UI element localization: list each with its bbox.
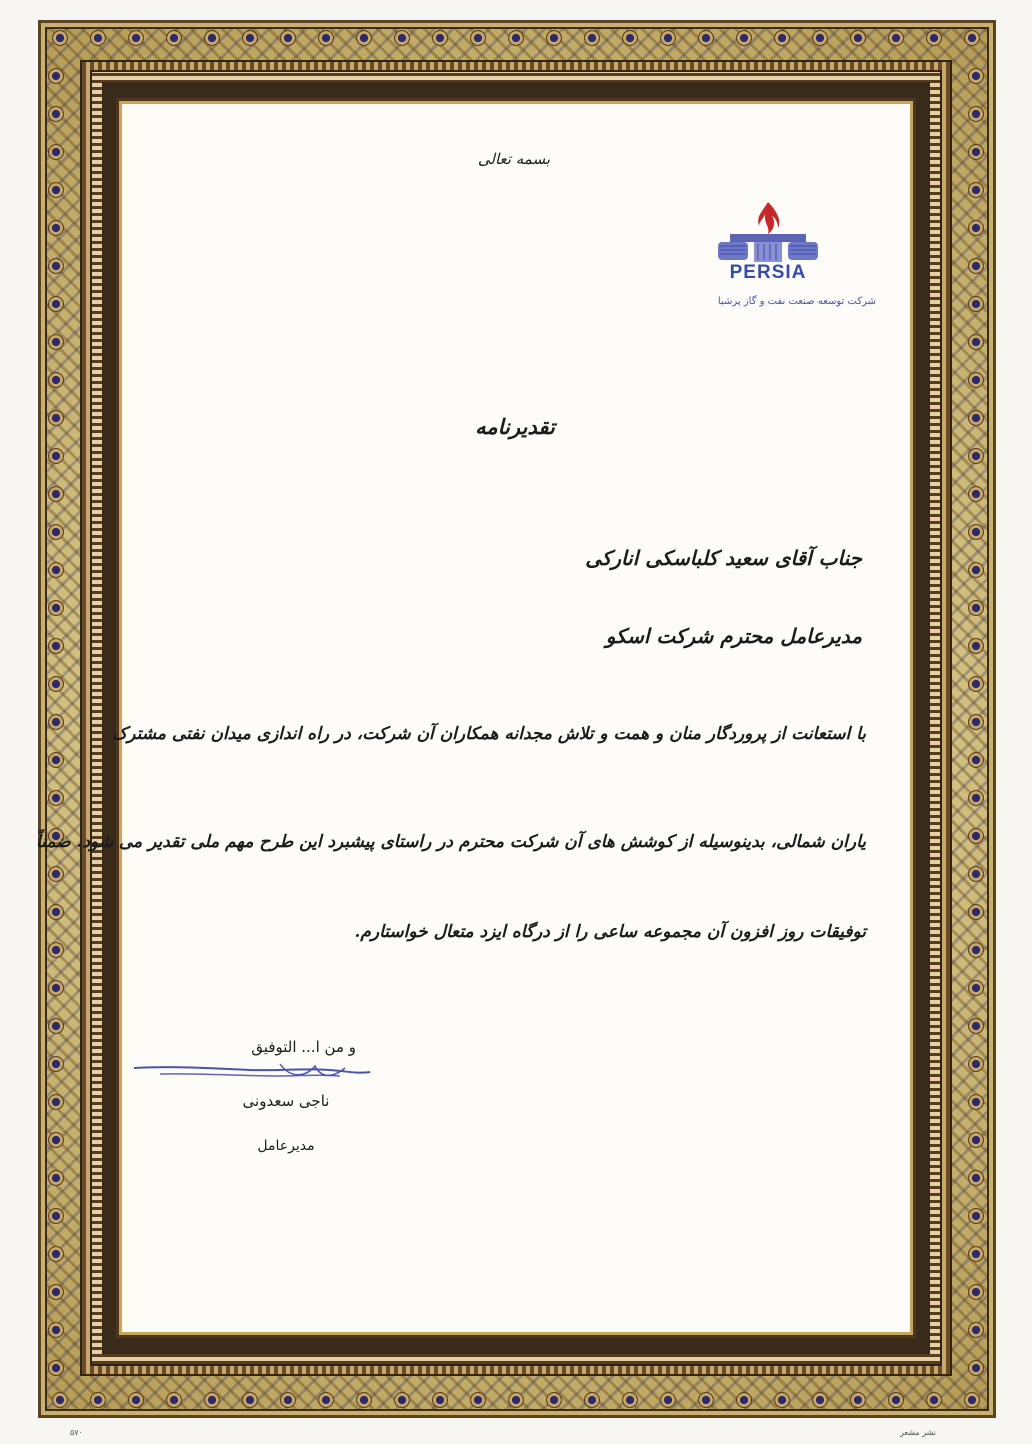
border-rosette xyxy=(968,144,984,160)
border-rosette xyxy=(280,1392,296,1408)
border-rosette xyxy=(546,1392,562,1408)
recipient-name: جناب آقای سعید کلباسکی انارکی xyxy=(585,546,862,570)
border-rosette xyxy=(968,106,984,122)
border-rosette xyxy=(968,980,984,996)
border-rosette xyxy=(48,980,64,996)
border-rosette xyxy=(48,220,64,236)
border-rosette xyxy=(48,904,64,920)
border-rosette xyxy=(48,1094,64,1110)
border-rosette xyxy=(48,600,64,616)
border-rosette xyxy=(968,1170,984,1186)
border-rosette xyxy=(812,30,828,46)
border-rosette xyxy=(968,258,984,274)
border-rosette xyxy=(968,676,984,692)
border-rosette xyxy=(926,30,942,46)
footer-left-text: ۵۷۰ xyxy=(70,1428,83,1437)
border-rosette xyxy=(968,334,984,350)
border-rosette xyxy=(48,562,64,578)
border-rosette xyxy=(968,448,984,464)
border-rosette xyxy=(968,1322,984,1338)
border-rosette xyxy=(660,30,676,46)
border-rosette xyxy=(166,1392,182,1408)
border-rosette xyxy=(204,1392,220,1408)
border-rosette xyxy=(774,30,790,46)
border-rosette xyxy=(968,714,984,730)
border-rosette xyxy=(48,676,64,692)
border-rosette xyxy=(48,182,64,198)
border-rosette xyxy=(698,30,714,46)
border-rosette xyxy=(48,144,64,160)
border-rosette xyxy=(968,600,984,616)
signer-position: مدیرعامل xyxy=(257,1138,315,1154)
border-rosette xyxy=(968,638,984,654)
border-rosette xyxy=(48,372,64,388)
border-rosette xyxy=(48,448,64,464)
border-rosette xyxy=(968,410,984,426)
border-rosette xyxy=(964,1392,980,1408)
border-rosette xyxy=(48,1170,64,1186)
border-rosette xyxy=(90,30,106,46)
company-name: شرکت توسعه صنعت نفت و گاز پرشیا xyxy=(717,296,876,307)
border-rosette xyxy=(968,1094,984,1110)
border-rosette xyxy=(128,30,144,46)
border-rosette xyxy=(48,1360,64,1376)
border-rosette xyxy=(888,30,904,46)
border-rosette xyxy=(48,1056,64,1072)
border-rosette xyxy=(48,1132,64,1148)
signature-icon xyxy=(130,1054,380,1094)
border-rosette xyxy=(470,30,486,46)
border-rosette xyxy=(48,486,64,502)
border-rosette xyxy=(318,30,334,46)
border-rosette xyxy=(968,942,984,958)
border-rosette xyxy=(48,790,64,806)
border-rosette xyxy=(242,1392,258,1408)
signer-name: ناجی سعدونی xyxy=(242,1092,330,1110)
border-rosette xyxy=(242,30,258,46)
border-rosette xyxy=(968,1056,984,1072)
border-rosette xyxy=(968,220,984,236)
border-rosette xyxy=(470,1392,486,1408)
closing-phrase: و من ا... التوفیق xyxy=(251,1038,356,1056)
border-rosette xyxy=(48,638,64,654)
border-rosette xyxy=(48,866,64,882)
recipient-position: مدیرعامل محترم شرکت اسکو xyxy=(605,624,862,648)
border-rosette xyxy=(968,524,984,540)
border-rosette xyxy=(48,524,64,540)
border-rosette xyxy=(968,1360,984,1376)
border-rosette xyxy=(968,562,984,578)
border-rosette xyxy=(850,1392,866,1408)
footer-right-text: نشر مشعر xyxy=(900,1428,937,1437)
border-rosette xyxy=(508,30,524,46)
border-rosette xyxy=(432,30,448,46)
body-line-2: یاران شمالی، بدینوسیله از کوشش های آن شرکت محترم در راستای پیشبرد این طرح مهم ملی تقدیر می شود. ضمناً xyxy=(35,832,866,852)
border-rosette xyxy=(968,1208,984,1224)
border-rosette xyxy=(926,1392,942,1408)
basmala: بسمه تعالی xyxy=(477,150,550,168)
border-rosette xyxy=(968,68,984,84)
border-rosette xyxy=(356,30,372,46)
border-rosette xyxy=(280,30,296,46)
border-rosette xyxy=(774,1392,790,1408)
border-rosette xyxy=(318,1392,334,1408)
border-rosette xyxy=(356,1392,372,1408)
border-rosette xyxy=(968,1284,984,1300)
body-line-1: با استعانت از پروردگار منان و همت و تلاش مجدانه همکاران آن شرکت، در راه اندازی میدان نفتی مشترک xyxy=(112,724,866,744)
border-rosette xyxy=(968,904,984,920)
border-rosette xyxy=(968,1018,984,1034)
border-rosette xyxy=(622,1392,638,1408)
border-rosette xyxy=(622,30,638,46)
border-rosette xyxy=(48,1018,64,1034)
border-rosette xyxy=(52,1392,68,1408)
border-rosette xyxy=(48,1284,64,1300)
border-rosette xyxy=(394,30,410,46)
border-rosette xyxy=(48,942,64,958)
border-rosette xyxy=(736,30,752,46)
border-rosette xyxy=(48,106,64,122)
border-rosette xyxy=(968,296,984,312)
border-rosette xyxy=(48,1322,64,1338)
border-rosette xyxy=(166,30,182,46)
border-rosette xyxy=(964,30,980,46)
border-rosette xyxy=(968,866,984,882)
border-rosette xyxy=(546,30,562,46)
border-rosette xyxy=(48,258,64,274)
body-line-3: توفیقات روز افزون آن مجموعه ساعی را از درگاه ایزد متعال خواستارم. xyxy=(354,922,866,942)
border-rosette xyxy=(812,1392,828,1408)
border-rosette xyxy=(968,752,984,768)
document-title: تقدیرنامه xyxy=(475,414,555,439)
border-rosette xyxy=(850,30,866,46)
border-rosette xyxy=(394,1392,410,1408)
border-rosette xyxy=(204,30,220,46)
border-rosette xyxy=(128,1392,144,1408)
border-rosette xyxy=(48,1246,64,1262)
border-rosette xyxy=(432,1392,448,1408)
border-rosette xyxy=(48,752,64,768)
border-rosette xyxy=(48,714,64,730)
border-rosette xyxy=(48,68,64,84)
border-rosette xyxy=(698,1392,714,1408)
border-rosette xyxy=(968,182,984,198)
border-rosette xyxy=(888,1392,904,1408)
border-rosette xyxy=(968,1246,984,1262)
border-rosette xyxy=(968,790,984,806)
border-rosette xyxy=(508,1392,524,1408)
border-rosette xyxy=(48,334,64,350)
border-rosette xyxy=(736,1392,752,1408)
border-rosette xyxy=(584,30,600,46)
border-rosette xyxy=(968,1132,984,1148)
border-rosette xyxy=(90,1392,106,1408)
border-rosette xyxy=(48,1208,64,1224)
border-rosette xyxy=(660,1392,676,1408)
border-rosette xyxy=(968,486,984,502)
border-rosette xyxy=(968,372,984,388)
logo-wordmark: PERSIA xyxy=(729,262,807,283)
border-rosette xyxy=(48,410,64,426)
border-rosette xyxy=(48,296,64,312)
border-rosette xyxy=(968,828,984,844)
border-rosette xyxy=(584,1392,600,1408)
border-rosette xyxy=(52,30,68,46)
